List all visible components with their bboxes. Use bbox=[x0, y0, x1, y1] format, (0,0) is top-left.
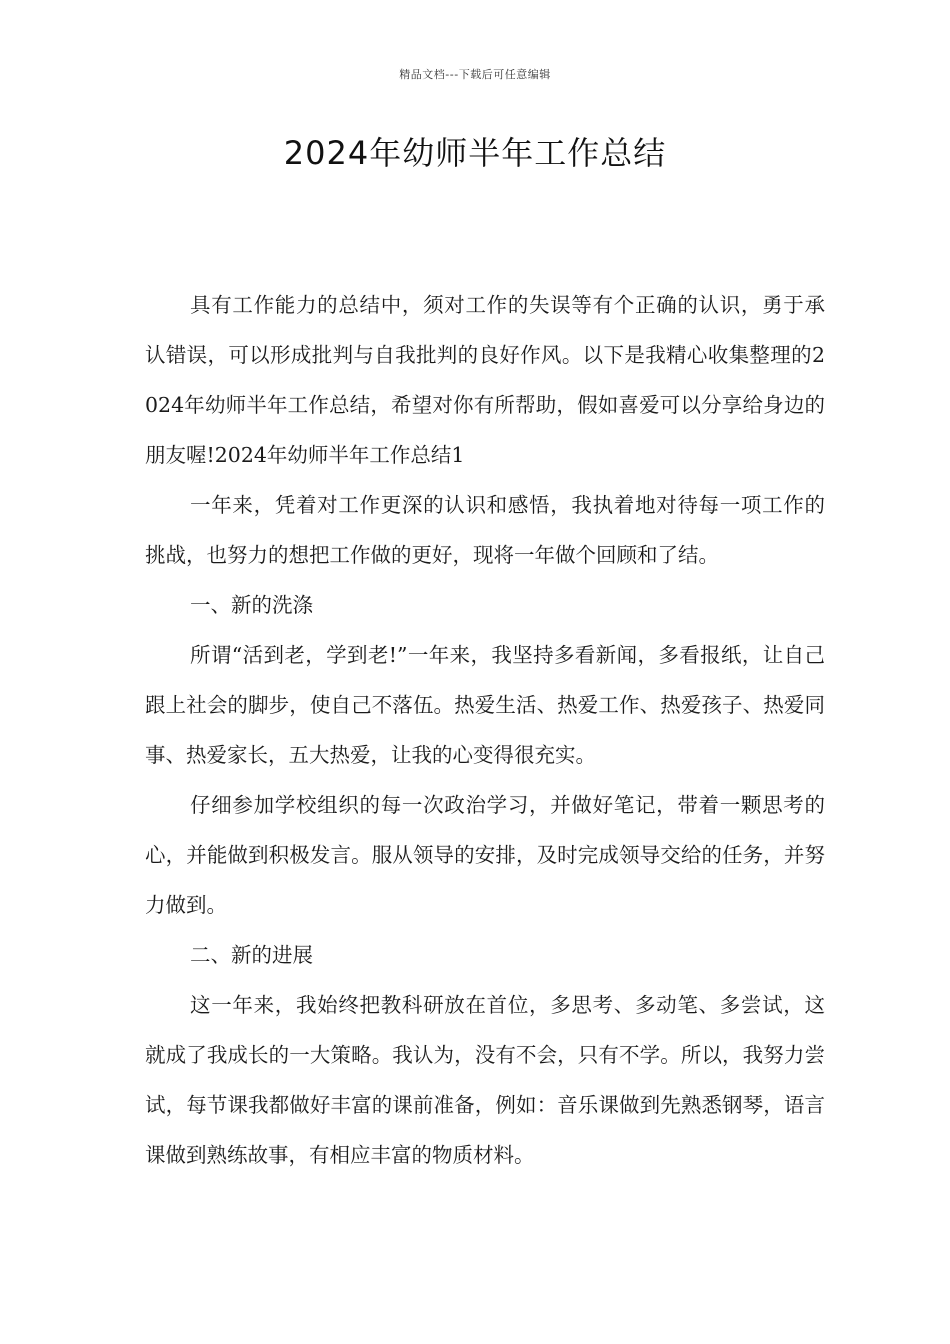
paragraph-research: 这一年来，我始终把教科研放在首位，多思考、多动笔、多尝试，这就成了我成长的一大策略。我认为，没有不会，只有不学。所以，我努力尝试，每节课我都做好丰富的课前准备，例如：音乐课做到先熟悉钢琴，语言课做到熟练故事，有相应丰富的物质材料。 bbox=[145, 993, 825, 1167]
paragraph-learning: 所谓“活到老，学到老!”一年来，我坚持多看新闻，多看报纸，让自己跟上社会的脚步，使自己不落伍。热爱生活、热爱工作、热爱孩子、热爱同事、热爱家长，五大热爱，让我的心变得很充实。 bbox=[145, 643, 825, 767]
header-note: 精品文档---下载后可任意编辑 bbox=[399, 68, 551, 81]
paragraph-overview: 一年来，凭着对工作更深的认识和感悟，我执着地对待每一项工作的挑战，也努力的想把工作做的更好，现将一年做个回顾和了结。 bbox=[145, 493, 825, 567]
paragraph-political-study: 仔细参加学校组织的每一次政治学习，并做好笔记，带着一颗思考的心，并能做到积极发言。服从领导的安排，及时完成领导交给的任务，并努力做到。 bbox=[145, 793, 825, 917]
section-heading-1: 一、新的洗涤 bbox=[190, 593, 313, 617]
document-title: 2024年幼师半年工作总结 bbox=[283, 134, 667, 172]
section-heading-2: 二、新的进展 bbox=[190, 943, 313, 967]
document-body bbox=[145, 280, 825, 1180]
paragraph-intro: 具有工作能力的总结中，须对工作的失误等有个正确的认识，勇于承认错误，可以形成批判与自我批判的良好作风。以下是我精心收集整理的2024年幼师半年工作总结，希望对你有所帮助，假如喜爱可以分享给身边的朋友喔!2024年幼师半年工作总结1 bbox=[145, 293, 825, 467]
